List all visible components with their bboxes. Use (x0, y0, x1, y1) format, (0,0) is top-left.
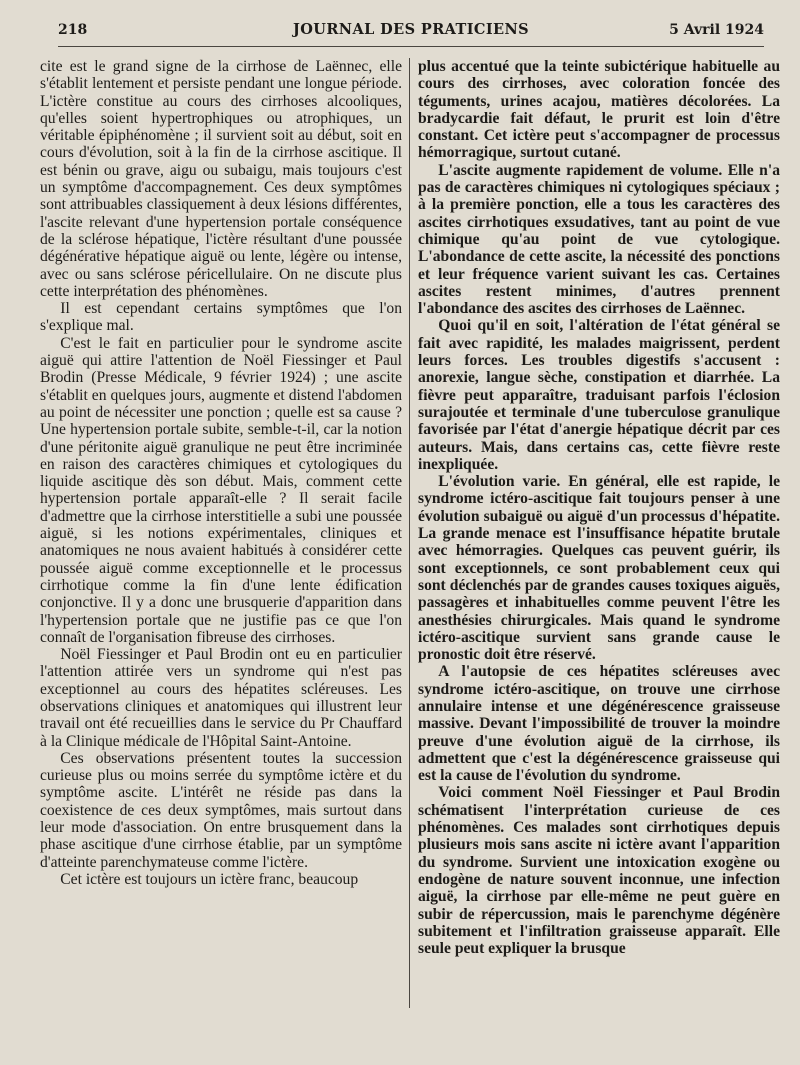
paragraph: C'est le fait en particulier pour le syndrome ascite aiguë qui attire l'attention de Noël Fiessinger et Paul Brodin (Presse Médicale, 9 février 1924) ; une ascite s'établit en quelques jours, augmente et distend l'abdomen au point de nécessiter une ponction ; quelle est sa cause ? Une hypertension portale subite, semble-t-il, car la notion d'une péritonite aiguë granulique ne peut être incriminée en raison des caractères chimiques et cytologiques du liquide ascitique dès son début. Mais, comment cette hypertension portale apparaît-elle ? Il serait facile d'admettre que la cirrhose interstitielle a subi une poussée aiguë, si les notions expérimentales, cliniques et anatomiques ne nous avaient habitués à considérer cette poussée aiguë comme exceptionnelle et le processus cirrhotique comme la fin d'une lente édification conjonctive. Il y a donc une brusquerie d'apparition dans l'hypertension portale que ne justifie pas ce que l'on connaît de l'organisation fibreuse des cirrhoses. (40, 334, 402, 646)
right-column (418, 58, 780, 1058)
issue-date: 5 Avril 1924 (669, 22, 764, 38)
paragraph: Il est cependant certains symptômes que l'on s'explique mal. (40, 300, 402, 335)
running-header (58, 18, 764, 47)
page-number: 218 (58, 22, 88, 38)
journal-title: JOURNAL DES PRATICIENS (293, 21, 529, 38)
paragraph: L'ascite augmente rapidement de volume. Elle n'a pas de caractères chimiques ni cytologiques spéciaux ; à la première ponction, elle a tous les caractères des ascites cirrhotiques exsudatives, tant au point de vue chimique qu'au point de vue cytologique. L'abondance de cette ascite, la nécessité des ponctions et leur fréquence varient suivant les cas. Certaines ascites restent minimes, d'autres prennent l'abondance des ascites des cirrhoses de Laënnec. (418, 161, 780, 318)
paragraph: Noël Fiessinger et Paul Brodin ont eu en particulier l'attention attirée vers un syndrome qui n'est pas exceptionnel au cours des hépatites scléreuses. Les observations cliniques et anatomiques qui illustrent leur travail ont été recueillies dans le service du Pr Chauffard à la Clinique médicale de l'Hôpital Saint-Antoine. (40, 646, 402, 750)
paragraph: Ces observations présentent toutes la succession curieuse plus ou moins serrée du symptôme ictère et du symptôme ascite. L'intérêt ne réside pas dans la coexistence de ces deux symptômes, mais surtout dans leur mode d'association. On entre brusquement dans la phase ascitique d'une cirrhose établie, par un symptôme d'atteinte parenchymateuse comme l'ictère. (40, 749, 402, 871)
paragraph: A l'autopsie de ces hépatites scléreuses avec syndrome ictéro-ascitique, on trouve une cirrhose annulaire intense et une dégénérescence graisseuse massive. Devant l'impossibilité de trouver la moindre preuve d'une évolution aiguë de la cirrhose, ils admettent que c'est la dégénérescence graisseuse qui est la cause de l'évolution du syndrome. (418, 663, 780, 785)
paragraph: plus accentué que la teinte subictérique habituelle au cours des cirrhoses, avec coloration foncée des téguments, urines acajou, matières décolorées. La bradycardie fait défaut, le prurit est loin d'être constant. Cet ictère peut s'accompagner de processus hémorragique, surtout cutané. (418, 58, 780, 162)
paragraph: L'évolution varie. En général, elle est rapide, le syndrome ictéro-ascitique fait toujours penser à une évolution subaiguë ou aiguë d'un processus d'hépatite. La grande menace est l'insuffisance hépatite brutale avec hémorragies. Quelques cas peuvent guérir, ils sont exceptionnels, ce sont probablement ceux qui sont déclenchés par de grandes causes toxiques aiguës, passagères et inhabituelles comme peuvent l'être les anesthésies chirurgicales. Mais quand le syndrome ictéro-ascitique survient sans grande cause le pronostic doit être réservé. (418, 473, 780, 664)
paragraph: cite est le grand signe de la cirrhose de Laënnec, elle s'établit lentement et persiste pendant une longue période. L'ictère constitue au cours des cirrhoses alcooliques, qu'elles soient hypertrophiques ou atrophiques, un véritable épiphénomène ; il survient soit au début, soit en cours d'évolution, soit à la fin de la cirrhose ascitique. Il est bénin ou grave, aigu ou subaigu, mais toujours c'est un symptôme d'accompagnement. Ces deux symptômes sont attribuables classiquement à deux lésions différentes, l'ascite relevant d'une hypertension portale conséquence de la sclérose hépatique, l'ictère résultant d'une poussée dégénérative hépatique aiguë ou lente, légère ou intense, avec ou sans sclérose péricellulaire. On ne discute plus cette interprétation des phénomènes. (40, 58, 402, 300)
left-column (40, 58, 402, 1058)
paragraph: Voici comment Noël Fiessinger et Paul Brodin schématisent l'interprétation curieuse de ces phénomènes. Ces malades sont cirrhotiques depuis plusieurs mois sans ascite ni ictère avant l'apparition du syndrome. Survient une intoxication exogène ou endogène de nature souvent inconnue, une infection aiguë, la cirrhose par elle-même ne peut guère en subir de répercussion, mais le parenchyme dégénère subitement et l'infiltration graisseuse apparaît. Elle seule peut expliquer la brusque (418, 784, 780, 958)
paragraph: Quoi qu'il en soit, l'altération de l'état général se fait avec rapidité, les malades maigrissent, perdent leurs forces. Les troubles digestifs s'accusent : anorexie, langue sèche, constipation et diarrhée. La fièvre peut apparaître, traduisant parfois l'éclosion surajoutée et terminale d'une tuberculose granulique favorisée par l'état d'anergie hépatique décrit par ces auteurs. Mais, dans certains cas, cette fièvre reste inexpliquée. (418, 317, 780, 473)
column-divider (409, 58, 410, 1008)
paragraph: Cet ictère est toujours un ictère franc, beaucoup (60, 870, 359, 888)
